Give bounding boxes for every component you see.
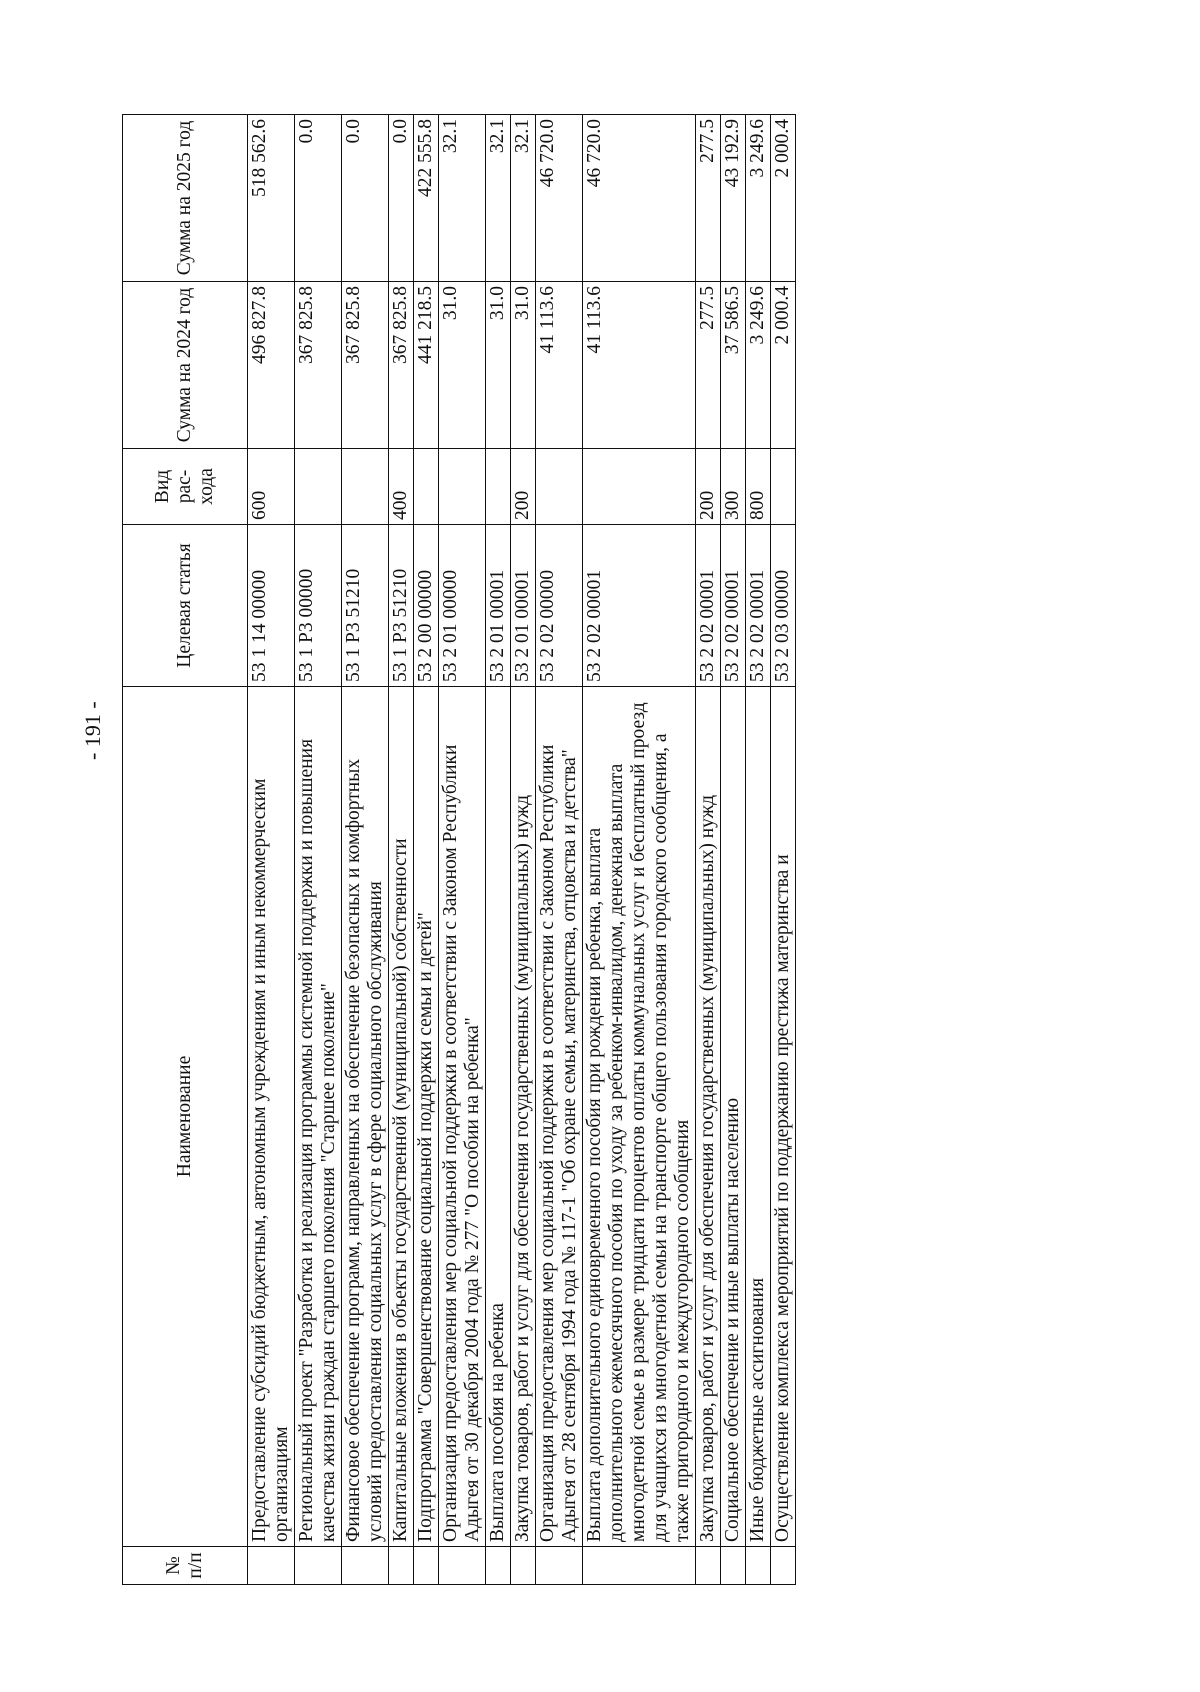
row-sum-2025: 43 192.9 — [721, 115, 746, 282]
table-row — [486, 115, 511, 1585]
row-num — [439, 1547, 486, 1585]
row-sum-2024: 31.0 — [486, 282, 511, 449]
row-article: 53 2 02 00000 — [536, 525, 583, 687]
row-sum-2024: 277.5 — [696, 282, 721, 449]
table-row — [771, 115, 796, 1585]
row-vid — [771, 449, 796, 525]
row-name: Осуществление комплекса мероприятий по поддержанию престижа материнства и — [771, 687, 796, 1547]
table-row — [746, 115, 771, 1585]
row-num — [696, 1547, 721, 1585]
row-num — [511, 1547, 536, 1585]
row-sum-2024: 3 249.6 — [746, 282, 771, 449]
row-num — [771, 1547, 796, 1585]
row-sum-2025: 46 720.0 — [583, 115, 696, 282]
table-row — [414, 115, 439, 1585]
row-name: Социальное обеспечение и иные выплаты населению — [721, 687, 746, 1547]
row-num — [389, 1547, 414, 1585]
row-sum-2025: 32.1 — [511, 115, 536, 282]
row-sum-2024: 367 825.8 — [389, 282, 414, 449]
row-vid: 200 — [511, 449, 536, 525]
row-article: 53 2 00 00000 — [414, 525, 439, 687]
row-num — [248, 1547, 295, 1585]
row-article: 53 2 02 00001 — [583, 525, 696, 687]
row-sum-2024: 367 825.8 — [295, 282, 342, 449]
row-name: Предоставление субсидий бюджетным, автономным учреждениям и иным некоммерческим организациям — [248, 687, 295, 1547]
header-sum-2024: Сумма на 2024 год — [123, 282, 248, 449]
row-vid — [342, 449, 389, 525]
row-sum-2025: 422 555.8 — [414, 115, 439, 282]
row-name: Капитальные вложения в объекты государственной (муниципальной) собственности — [389, 687, 414, 1547]
table-header-row — [123, 115, 248, 1585]
row-sum-2024: 31.0 — [511, 282, 536, 449]
row-name: Организация предоставления мер социальной поддержки в соответствии с Законом Республики Адыгея от 28 сентября 1994 года № 117-1 "Об охране семьи, материнства, отцовства и детства" — [536, 687, 583, 1547]
row-article: 53 1 P3 00000 — [295, 525, 342, 687]
row-sum-2024: 496 827.8 — [248, 282, 295, 449]
row-num — [583, 1547, 696, 1585]
table-row — [342, 115, 389, 1585]
row-sum-2024: 41 113.6 — [583, 282, 696, 449]
row-vid — [439, 449, 486, 525]
header-name: Наименование — [123, 687, 248, 1547]
row-num — [414, 1547, 439, 1585]
row-sum-2025: 32.1 — [486, 115, 511, 282]
row-sum-2024: 367 825.8 — [342, 282, 389, 449]
table-row — [583, 115, 696, 1585]
row-sum-2025: 0.0 — [295, 115, 342, 282]
table-row — [439, 115, 486, 1585]
table-body — [248, 115, 796, 1585]
row-article: 53 1 P3 51210 — [389, 525, 414, 687]
row-name: Финансовое обеспечение программ, направленных на обеспечение безопасных и комфортных условий предоставления социальных услуг в сфере социального обслуживания — [342, 687, 389, 1547]
table-row — [389, 115, 414, 1585]
row-sum-2024: 37 586.5 — [721, 282, 746, 449]
row-vid — [414, 449, 439, 525]
table-row — [696, 115, 721, 1585]
row-num — [746, 1547, 771, 1585]
row-vid: 300 — [721, 449, 746, 525]
row-vid: 200 — [696, 449, 721, 525]
row-article: 53 1 14 00000 — [248, 525, 295, 687]
row-name: Выплата пособия на ребенка — [486, 687, 511, 1547]
table-row — [536, 115, 583, 1585]
header-sum-2025: Сумма на 2025 год — [123, 115, 248, 282]
row-name: Организация предоставления мер социальной поддержки в соответствии с Законом Республики Адыгея от 30 декабря 2004 года № 277 "О пособии на ребенка" — [439, 687, 486, 1547]
row-vid — [295, 449, 342, 525]
row-sum-2024: 2 000.4 — [771, 282, 796, 449]
row-num — [486, 1547, 511, 1585]
row-num — [295, 1547, 342, 1585]
row-sum-2025: 3 249.6 — [746, 115, 771, 282]
row-article: 53 2 01 00001 — [511, 525, 536, 687]
budget-table-sheet — [122, 115, 1002, 1585]
header-article: Целевая статья — [123, 525, 248, 687]
row-name: Региональный проект "Разработка и реализация программы системной поддержки и повышения качества жизни граждан старшего поколения "Старшее поколение" — [295, 687, 342, 1547]
row-name: Закупка товаров, работ и услуг для обеспечения государственных (муниципальных) нужд — [696, 687, 721, 1547]
row-sum-2025: 2 000.4 — [771, 115, 796, 282]
header-num: № п/п — [123, 1547, 248, 1585]
row-vid: 600 — [248, 449, 295, 525]
row-article: 53 2 02 00001 — [746, 525, 771, 687]
row-num — [536, 1547, 583, 1585]
row-vid — [486, 449, 511, 525]
row-article: 53 2 03 00000 — [771, 525, 796, 687]
row-article: 53 2 02 00001 — [721, 525, 746, 687]
row-name: Закупка товаров, работ и услуг для обеспечения государственных (муниципальных) нужд — [511, 687, 536, 1547]
row-name: Подпрограмма "Совершенствование социальной поддержки семьи и детей" — [414, 687, 439, 1547]
table-row — [248, 115, 295, 1585]
row-article: 53 2 02 00001 — [696, 525, 721, 687]
row-sum-2025: 518 562.6 — [248, 115, 295, 282]
row-vid: 400 — [389, 449, 414, 525]
page-number: - 191 - — [80, 701, 105, 760]
header-vid: Вид рас-хода — [123, 449, 248, 525]
row-sum-2024: 41 113.6 — [536, 282, 583, 449]
row-name: Выплата дополнительного единовременного пособия при рождении ребенка, выплата дополнительного ежемесячного пособия по уходу за ребенком-инвалидом, денежная выплата многодетной семье в размере тридцати процентов оплаты коммунальных услуг и бесплатный проезд для учащихся из многодетной семьи на транспорте общего пользования городского сообщения, а также пригородного и междугородного сообщения — [583, 687, 696, 1547]
table-row — [721, 115, 746, 1585]
row-vid — [536, 449, 583, 525]
row-vid — [583, 449, 696, 525]
row-num — [721, 1547, 746, 1585]
row-sum-2025: 277.5 — [696, 115, 721, 282]
row-name: Иные бюджетные ассигнования — [746, 687, 771, 1547]
table-row — [295, 115, 342, 1585]
row-article: 53 2 01 00000 — [439, 525, 486, 687]
row-article: 53 2 01 00001 — [486, 525, 511, 687]
row-sum-2024: 441 218.5 — [414, 282, 439, 449]
row-article: 53 1 P3 51210 — [342, 525, 389, 687]
budget-table — [122, 114, 796, 1585]
row-sum-2025: 32.1 — [439, 115, 486, 282]
row-sum-2025: 0.0 — [342, 115, 389, 282]
row-num — [342, 1547, 389, 1585]
row-sum-2025: 46 720.0 — [536, 115, 583, 282]
row-vid: 800 — [746, 449, 771, 525]
row-sum-2025: 0.0 — [389, 115, 414, 282]
row-sum-2024: 31.0 — [439, 282, 486, 449]
table-row — [511, 115, 536, 1585]
